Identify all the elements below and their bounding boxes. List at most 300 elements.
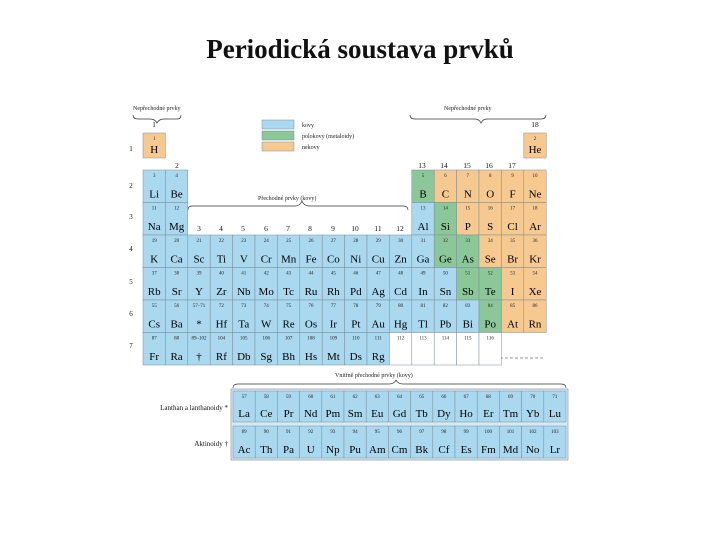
element-symbol: Th — [260, 444, 273, 456]
element-cell-Pu — [344, 426, 366, 458]
atomic-number: 77 — [330, 304, 336, 309]
element-symbol: Sc — [193, 253, 205, 266]
atomic-number: 70 — [530, 395, 536, 400]
atomic-number: 112 — [396, 336, 405, 342]
atomic-number: 90 — [263, 430, 269, 435]
element-symbol: Nd — [303, 408, 318, 420]
atomic-number: 55 — [151, 304, 157, 309]
element-symbol: Cf — [438, 444, 450, 456]
group-number-10: 10 — [351, 224, 359, 233]
atomic-number: 19 — [151, 239, 157, 244]
element-cell-Mo — [255, 268, 277, 301]
element-cell-Fe — [300, 235, 322, 268]
element-symbol: Sr — [171, 286, 182, 298]
element-cell-Fm — [477, 426, 499, 458]
atomic-number: 100 — [484, 430, 493, 435]
element-symbol: Li — [149, 188, 160, 201]
element-cell-Lu — [544, 391, 566, 422]
element-symbol: Y — [195, 286, 203, 298]
element-cell-Rg — [367, 333, 389, 366]
atomic-number: 65 — [419, 395, 425, 400]
period-number-5: 5 — [129, 278, 133, 286]
element-symbol: F — [509, 188, 516, 201]
element-cell-Sn — [434, 268, 456, 301]
element-symbol: Ni — [350, 253, 362, 266]
atomic-number: 43 — [286, 271, 292, 277]
element-cell-Tc — [277, 268, 299, 301]
element-symbol: Sn — [439, 286, 452, 298]
element-symbol: I — [510, 286, 515, 298]
element-cell-Lr — [544, 426, 566, 458]
atomic-number: 38 — [174, 271, 180, 277]
element-symbol: Ra — [170, 351, 183, 363]
atomic-number: 115 — [464, 336, 472, 342]
period-number-6: 6 — [129, 310, 133, 318]
atomic-number: 50 — [442, 271, 448, 277]
atomic-number: 51 — [465, 271, 471, 277]
lanthanides-label: Lanthan a lanthanoidy * — [160, 404, 228, 412]
group-number-11: 11 — [374, 224, 382, 233]
element-cell-Rh — [322, 268, 344, 301]
element-symbol: U — [306, 444, 315, 456]
element-cell-Cd — [389, 268, 411, 301]
legend-swatch-metals — [262, 120, 294, 129]
element-cell-Hf — [210, 300, 232, 333]
element-cell-Os — [300, 300, 322, 333]
element-symbol: Po — [484, 318, 497, 331]
element-cell-Am — [366, 426, 388, 458]
element-symbol: Sb — [461, 286, 474, 298]
element-cell-Cs — [143, 300, 165, 333]
element-symbol: Pt — [351, 318, 361, 331]
atomic-number: 88 — [174, 336, 180, 342]
element-cell-K — [143, 235, 165, 268]
element-symbol: Np — [326, 444, 340, 456]
element-cell-O — [479, 170, 501, 203]
atomic-number: 80 — [398, 304, 404, 309]
group-number-6: 6 — [264, 224, 268, 233]
element-cell-Ds — [345, 333, 367, 366]
element-cell-Co — [322, 235, 344, 268]
atomic-number: 30 — [398, 239, 404, 244]
atomic-number: 40 — [218, 271, 224, 277]
atomic-number: 3 — [152, 174, 156, 179]
element-symbol: N — [463, 188, 472, 201]
element-cell-B — [412, 170, 434, 203]
element-cell-No — [522, 426, 544, 458]
element-symbol: Sm — [347, 408, 363, 420]
legend-label-metalloids: polokovy (metaloidy) — [302, 134, 355, 140]
group-number-18: 18 — [531, 120, 539, 129]
element-symbol: In — [418, 286, 428, 298]
element-symbol: V — [239, 253, 248, 266]
element-cell-H — [143, 133, 165, 158]
element-cell-Ir — [322, 300, 344, 333]
element-cell-Ti — [210, 235, 232, 268]
group-number-15: 15 — [463, 161, 471, 170]
element-cell-Tm — [499, 391, 521, 422]
element-symbol: Si — [440, 221, 450, 233]
atomic-number: 110 — [352, 336, 360, 342]
element-cell-Tl — [412, 300, 434, 333]
atomic-number: 28 — [353, 239, 359, 244]
element-symbol: Ar — [529, 221, 541, 233]
element-symbol: Yb — [525, 408, 540, 420]
element-cell-116 — [479, 333, 501, 366]
atomic-number: 21 — [196, 239, 202, 244]
atomic-number: 17 — [510, 206, 516, 212]
element-cell-La — [233, 391, 255, 422]
atomic-number: 96 — [397, 430, 402, 435]
atomic-number: 31 — [420, 239, 426, 244]
atomic-number: 13 — [420, 206, 426, 212]
element-symbol: He — [528, 144, 542, 156]
group-number-5: 5 — [241, 224, 245, 233]
element-symbol: Au — [371, 318, 385, 331]
element-cell-Na — [143, 203, 165, 236]
atomic-number: 68 — [485, 395, 491, 400]
atomic-number: 52 — [487, 271, 493, 277]
element-cell-Te — [479, 268, 501, 301]
atomic-number: 105 — [240, 336, 248, 342]
element-cell-Zr — [210, 268, 232, 301]
atomic-number: 34 — [487, 239, 493, 244]
element-cell-Sb — [457, 268, 479, 301]
element-symbol: Fr — [149, 351, 160, 363]
element-symbol: Mt — [326, 351, 340, 363]
atomic-number: 85 — [510, 304, 516, 309]
atomic-number: 20 — [174, 239, 180, 244]
element-cell-Ba — [165, 300, 187, 333]
group-number-13: 13 — [418, 161, 426, 170]
atomic-number: 104 — [217, 336, 226, 342]
element-symbol: Ge — [438, 253, 452, 266]
atomic-number: 74 — [263, 304, 269, 309]
element-cell-Nd — [300, 391, 322, 422]
element-symbol: O — [486, 188, 495, 201]
element-symbol: Lr — [549, 444, 561, 456]
element-cell-Cm — [388, 426, 410, 458]
element-symbol: Rf — [215, 351, 227, 363]
element-symbol: Gd — [392, 408, 407, 420]
element-cell-Ar — [524, 203, 546, 236]
atomic-number: 72 — [218, 304, 224, 309]
element-cell-V — [233, 235, 255, 268]
element-cell-U — [300, 426, 322, 458]
element-symbol: Am — [369, 444, 386, 456]
element-symbol: Tc — [283, 286, 295, 298]
element-cell-113 — [412, 333, 434, 366]
element-cell-Xe — [524, 268, 546, 301]
element-symbol: Na — [147, 221, 161, 233]
element-symbol: As — [461, 253, 474, 266]
atomic-number: 81 — [420, 304, 426, 309]
atomic-number: 58 — [263, 395, 269, 400]
element-symbol: Hf — [215, 318, 228, 331]
element-symbol: Eu — [371, 408, 384, 420]
atomic-number: 63 — [374, 395, 380, 400]
element-cell-Bk — [411, 426, 433, 458]
atomic-number: 62 — [352, 395, 358, 400]
period-number-7: 7 — [129, 342, 133, 350]
element-symbol: Sg — [260, 351, 273, 363]
element-symbol: Er — [483, 408, 494, 420]
atomic-number: 109 — [329, 336, 338, 342]
element-symbol: Ds — [349, 351, 362, 363]
element-symbol: † — [196, 351, 202, 363]
atomic-number: 82 — [442, 304, 448, 309]
atomic-number: 73 — [241, 304, 247, 309]
atomic-number: 59 — [286, 395, 291, 400]
legend-label-nonmetals: nekovy — [302, 145, 320, 151]
element-cell-Au — [367, 300, 389, 333]
element-cell-Rb — [143, 268, 165, 301]
atomic-number: 66 — [441, 395, 447, 400]
element-cell-Sg — [255, 333, 277, 366]
atomic-number: 42 — [263, 271, 269, 277]
element-symbol: Bi — [462, 318, 474, 331]
element-symbol: Ac — [237, 444, 251, 456]
element-cell-Sc — [188, 235, 210, 268]
element-cell-Ga — [412, 235, 434, 268]
element-symbol: Es — [460, 444, 472, 456]
atomic-number: 54 — [532, 271, 538, 277]
element-symbol: Nb — [237, 286, 251, 298]
atomic-number: 89–102 — [191, 336, 207, 342]
element-cell-Bh — [277, 333, 299, 366]
atomic-number: 12 — [174, 206, 180, 212]
element-cell-Br — [501, 235, 523, 268]
atomic-number: 98 — [441, 430, 447, 435]
element-symbol: Ta — [238, 318, 250, 331]
atomic-number: 76 — [308, 304, 314, 309]
element-symbol: Mo — [258, 286, 274, 298]
element-symbol: Tb — [415, 408, 428, 420]
atomic-number: 97 — [419, 430, 425, 435]
element-symbol: Ti — [216, 253, 227, 266]
element-symbol: Pm — [325, 408, 341, 420]
element-cell-Mg — [165, 203, 187, 236]
element-cell-112 — [389, 333, 411, 366]
element-cell-In — [412, 268, 434, 301]
group-number-3: 3 — [197, 224, 201, 233]
group-number-8: 8 — [308, 224, 312, 233]
element-cell-Rf — [210, 333, 232, 366]
element-symbol: Mn — [280, 253, 297, 266]
element-symbol: * — [196, 318, 202, 331]
element-symbol: P — [464, 221, 471, 233]
atomic-number: 79 — [375, 304, 381, 309]
element-symbol: Se — [484, 253, 496, 266]
atomic-number: 1 — [152, 137, 156, 142]
element-symbol: Ho — [459, 408, 473, 420]
group-number-4: 4 — [219, 224, 223, 233]
atomic-number: 25 — [286, 239, 292, 244]
element-symbol: Os — [304, 318, 318, 331]
element-cell-Ac — [233, 426, 255, 458]
atomic-number: 71 — [552, 395, 558, 400]
element-symbol: B — [419, 188, 427, 201]
atomic-number: 106 — [262, 336, 270, 342]
element-symbol: Ru — [304, 286, 318, 298]
atomic-number: 95 — [374, 430, 380, 435]
element-cell-Pm — [322, 391, 344, 422]
atomic-number: 102 — [528, 430, 537, 435]
element-symbol: La — [238, 408, 250, 420]
element-cell-Hg — [389, 300, 411, 333]
group-number-16: 16 — [485, 161, 493, 170]
atomic-number: 24 — [263, 239, 269, 244]
element-symbol: Zr — [216, 286, 227, 298]
inner-transition-brace — [233, 380, 566, 388]
element-symbol: C — [441, 188, 450, 201]
left-brace — [133, 115, 181, 123]
legend-swatch-metalloids — [262, 131, 294, 140]
element-cell-Dy — [433, 391, 455, 422]
atomic-number: 49 — [420, 271, 426, 277]
element-symbol: Fe — [305, 253, 317, 266]
element-symbol: Te — [484, 286, 496, 298]
atomic-number: 5 — [421, 174, 425, 179]
actinides-label: Aktinoidy † — [194, 440, 228, 448]
element-symbol: Bh — [282, 351, 296, 363]
element-symbol: Re — [282, 318, 295, 331]
element-symbol: Ba — [170, 318, 183, 331]
element-cell-Cf — [433, 426, 455, 458]
atomic-number: 93 — [330, 430, 336, 435]
element-cell-Mt — [322, 333, 344, 366]
element-symbol: Cd — [394, 286, 408, 298]
element-cell-Er — [477, 391, 499, 422]
element-symbol: Dy — [437, 408, 451, 420]
element-cell-Re — [277, 300, 299, 333]
element-cell-Pr — [277, 391, 299, 422]
element-cell-Ru — [300, 268, 322, 301]
atomic-number: 44 — [308, 271, 314, 277]
element-cell-Rn — [524, 300, 546, 333]
element-cell-Ho — [455, 391, 477, 422]
atomic-number: 33 — [465, 239, 471, 244]
atomic-number: 8 — [488, 174, 492, 179]
element-cell-Eu — [366, 391, 388, 422]
element-cell-Fr — [143, 333, 165, 366]
atomic-number: 46 — [353, 271, 359, 277]
transition-brace — [188, 201, 408, 210]
atomic-number: 39 — [196, 271, 202, 277]
element-symbol: Ir — [329, 318, 338, 331]
atomic-number: 69 — [508, 395, 513, 400]
atomic-number: 60 — [308, 395, 314, 400]
element-symbol: Lu — [548, 408, 562, 420]
element-cell-C — [434, 170, 456, 203]
element-cell-Be — [165, 170, 187, 203]
atomic-number: 7 — [466, 174, 470, 179]
atomic-number: 35 — [510, 239, 516, 244]
group-number-9: 9 — [331, 224, 335, 233]
element-symbol: Pu — [349, 444, 361, 456]
element-symbol: Tm — [502, 408, 519, 420]
element-symbol: Bk — [415, 444, 429, 456]
transition-label: Přechodné prvky (kovy) — [258, 196, 317, 202]
atomic-number: 14 — [442, 206, 448, 212]
atomic-number: 84 — [487, 304, 493, 309]
element-cell-Zn — [389, 235, 411, 268]
atomic-number: 26 — [308, 239, 314, 244]
atomic-number: 108 — [307, 336, 315, 342]
element-cell-P — [457, 203, 479, 236]
element-symbol: Tl — [418, 318, 428, 331]
atomic-number: 113 — [419, 336, 427, 342]
element-cell-Pt — [345, 300, 367, 333]
element-symbol: Br — [507, 253, 519, 266]
element-cell-At — [501, 300, 523, 333]
atomic-number: 116 — [486, 336, 494, 342]
atomic-number: 32 — [442, 239, 448, 244]
atomic-number: 48 — [398, 271, 404, 277]
element-symbol: Be — [170, 188, 183, 201]
element-symbol: Cm — [391, 444, 408, 456]
atomic-number: 94 — [352, 430, 358, 435]
group-number-1: 1 — [152, 120, 156, 129]
atomic-number: 36 — [532, 239, 538, 244]
element-cell-Yb — [522, 391, 544, 422]
group-number-7: 7 — [286, 224, 290, 233]
element-cell-Li — [143, 170, 165, 203]
group-number-14: 14 — [440, 161, 448, 170]
element-symbol: Cl — [507, 221, 518, 233]
atomic-number: 64 — [397, 395, 402, 400]
element-cell-115 — [457, 333, 479, 366]
element-cell-Y — [188, 268, 210, 301]
element-symbol: H — [150, 144, 159, 156]
element-symbol: Cr — [260, 253, 272, 266]
element-cell-Ca — [165, 235, 187, 268]
atomic-number: 56 — [174, 304, 180, 309]
element-symbol: Ga — [416, 253, 430, 266]
atomic-number: 57–71 — [192, 304, 206, 309]
element-cell-F — [501, 170, 523, 203]
atomic-number: 114 — [441, 336, 450, 342]
atomic-number: 99 — [463, 430, 469, 435]
element-cell-Mn — [277, 235, 299, 268]
atomic-number: 75 — [286, 304, 292, 309]
element-cell-Al — [412, 203, 434, 236]
group-number-12: 12 — [396, 224, 404, 233]
atomic-number: 9 — [511, 174, 514, 179]
legend-swatch-nonmetals — [262, 142, 294, 151]
element-cell-Nb — [233, 268, 255, 301]
atomic-number: 107 — [284, 336, 293, 342]
atomic-number: 83 — [465, 304, 471, 309]
element-symbol: Mg — [168, 221, 185, 233]
element-cell-Ni — [345, 235, 367, 268]
element-cell-He — [524, 133, 546, 158]
period-number-4: 4 — [129, 245, 133, 253]
atomic-number: 89 — [241, 430, 247, 435]
atomic-number: 15 — [465, 206, 471, 212]
element-symbol: Cu — [371, 253, 385, 266]
period-number-2: 2 — [129, 182, 133, 190]
atomic-number: 10 — [532, 174, 538, 179]
element-cell-Db — [233, 333, 255, 366]
period-number-3: 3 — [129, 213, 133, 221]
element-cell-I — [501, 268, 523, 301]
element-symbol: Rb — [147, 286, 161, 298]
atomic-number: 78 — [353, 304, 359, 309]
atomic-number: 111 — [374, 336, 382, 342]
atomic-number: 27 — [330, 239, 336, 244]
element-symbol: Kr — [529, 253, 541, 266]
